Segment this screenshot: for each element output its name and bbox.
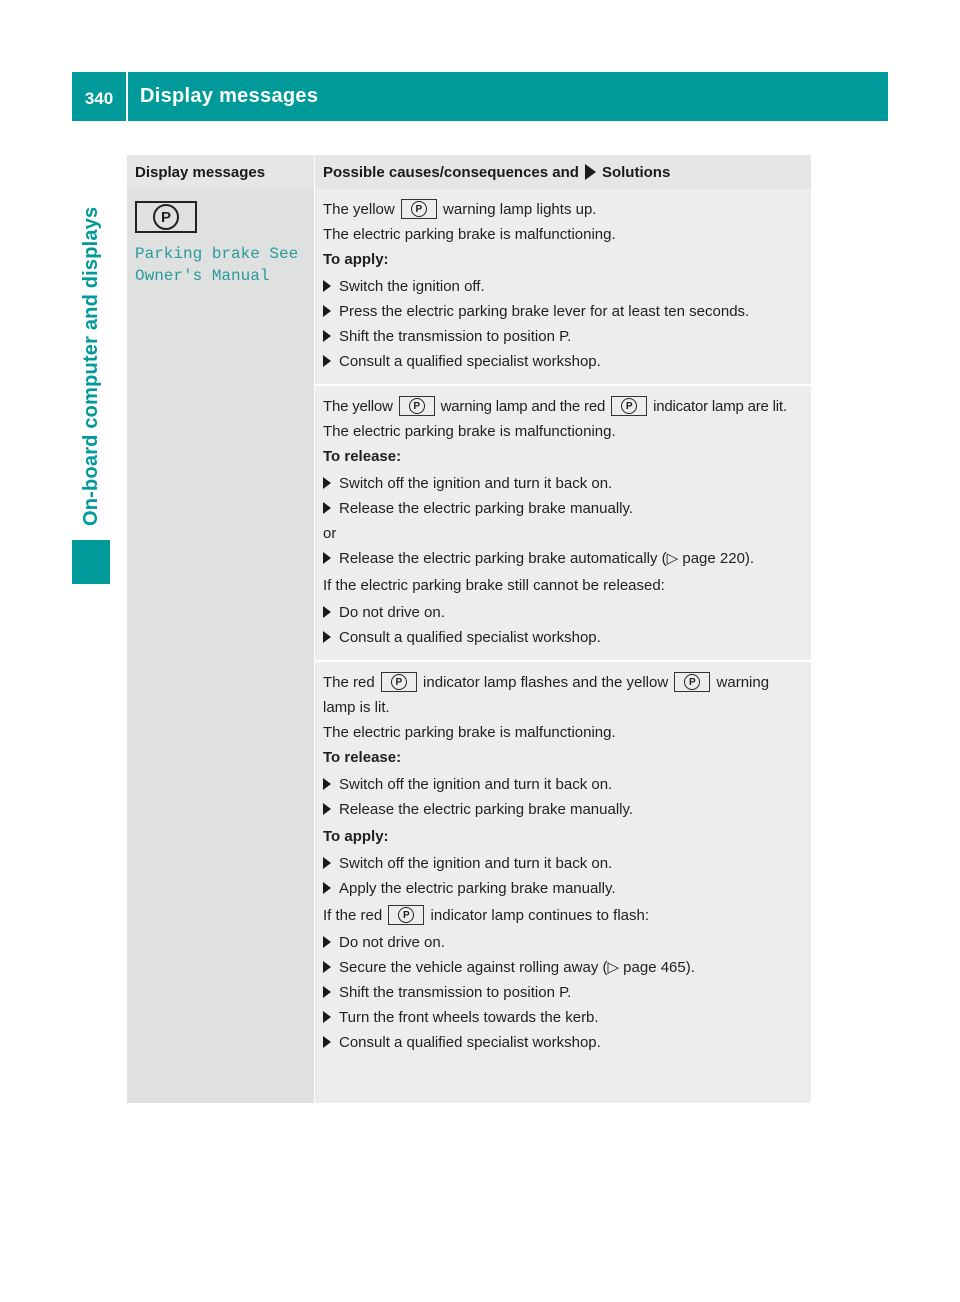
parking-brake-icon — [611, 396, 647, 416]
parking-brake-icon — [401, 199, 437, 219]
col-header-solutions-text: Solutions — [601, 163, 671, 181]
instruction-step — [323, 1030, 803, 1055]
step-arrow-icon — [323, 330, 331, 342]
instruction-step — [323, 546, 803, 571]
parking-brake-warning-icon — [135, 201, 197, 233]
step-arrow-icon — [323, 857, 331, 869]
instruction-step — [323, 876, 803, 901]
action-heading: To release: — [323, 448, 402, 465]
icon-letter: P — [403, 909, 410, 921]
instruction-step — [323, 1005, 803, 1030]
condition-text: If the electric parking brake still cannot be released: — [323, 577, 665, 594]
step-text: Switch off the ignition and turn it back on. — [339, 475, 613, 492]
step-arrow-icon — [323, 1011, 331, 1023]
instruction-step — [323, 299, 803, 324]
instruction-step — [323, 471, 803, 496]
step-arrow-icon — [323, 280, 331, 292]
chapter-marker-block — [72, 540, 110, 584]
display-messages-table — [127, 155, 811, 1103]
table-body-row — [127, 189, 811, 1103]
step-text: Consult a qualified specialist workshop. — [339, 1034, 601, 1051]
intro-text: indicator lamp are lit. — [653, 398, 787, 415]
step-text: Do not drive on. — [339, 604, 445, 621]
col-header-display-messages: Display messages — [135, 163, 266, 181]
step-arrow-icon — [323, 355, 331, 367]
step-arrow-icon — [323, 803, 331, 815]
instruction-step — [323, 496, 803, 521]
step-arrow-icon — [323, 606, 331, 618]
cause-text: The electric parking brake is malfunctioning. — [323, 724, 616, 741]
step-arrow-icon — [323, 778, 331, 790]
intro-text: warning lamp lights up. — [443, 201, 597, 218]
page-header — [72, 72, 888, 121]
step-text: Consult a qualified specialist workshop. — [339, 353, 601, 370]
step-text: Shift the transmission to position P. — [339, 984, 572, 1001]
step-arrow-icon — [323, 631, 331, 643]
cause-text: The electric parking brake is malfunctioning. — [323, 226, 616, 243]
intro-text: warning lamp and the red — [440, 398, 606, 415]
case-yellow-and-red-lamps — [315, 384, 811, 660]
step-arrow-icon — [323, 552, 331, 564]
page-title: Display messages — [140, 85, 319, 107]
instruction-step — [323, 274, 803, 299]
step-text: Release the electric parking brake automatically (▷ page 220). — [339, 550, 755, 567]
icon-letter: P — [415, 203, 423, 215]
step-text: Apply the electric parking brake manually. — [339, 880, 616, 897]
icon-letter: P — [395, 676, 403, 688]
intro-text: The red — [323, 674, 375, 691]
table-header-row — [127, 155, 811, 189]
condition-part: If the red — [323, 907, 383, 924]
case-yellow-warning-lamp — [315, 189, 811, 384]
step-text: Consult a qualified specialist workshop. — [339, 629, 601, 646]
condition-text — [323, 903, 803, 928]
intro-text: The yellow — [323, 398, 393, 415]
action-heading: To release: — [323, 749, 402, 766]
chapter-side-tab — [72, 154, 110, 584]
parking-brake-icon — [399, 396, 435, 416]
intro-text: warning lamp is lit. — [323, 674, 770, 716]
intro-text: indicator lamp flashes and the yellow — [423, 674, 669, 691]
instruction-step — [323, 324, 803, 349]
step-text: Release the electric parking brake manually. — [339, 801, 634, 818]
step-arrow-icon — [323, 477, 331, 489]
instruction-step — [323, 955, 803, 980]
step-text: Secure the vehicle against rolling away (▷ page 465). — [339, 959, 695, 976]
icon-letter: P — [689, 676, 696, 688]
display-message-cell — [127, 189, 314, 1103]
instruction-step — [323, 772, 803, 797]
parking-brake-icon — [388, 905, 424, 925]
condition-part: indicator lamp continues to flash: — [430, 907, 649, 924]
step-text: Shift the transmission to position P. — [339, 328, 572, 345]
instruction-step — [323, 980, 803, 1005]
step-arrow-icon — [323, 961, 331, 973]
case-intro — [323, 394, 803, 419]
cause-text: The electric parking brake is malfunctioning. — [323, 423, 616, 440]
parking-brake-icon — [381, 672, 417, 692]
step-arrow-icon — [323, 936, 331, 948]
instruction-step — [323, 349, 803, 374]
instruction-step — [323, 851, 803, 876]
case-intro — [323, 670, 803, 720]
page-number: 340 — [84, 88, 114, 108]
step-arrow-icon — [323, 1036, 331, 1048]
solutions-arrow-icon — [585, 164, 596, 180]
intro-text: The yellow — [323, 201, 395, 218]
step-text: Switch off the ignition and turn it back on. — [339, 855, 613, 872]
step-arrow-icon — [323, 986, 331, 998]
step-text: Turn the front wheels towards the kerb. — [339, 1009, 599, 1026]
col-header-causes-solutions — [314, 155, 811, 189]
instruction-step — [323, 797, 803, 822]
case-intro — [323, 197, 803, 222]
parking-brake-icon — [674, 672, 710, 692]
icon-letter: P — [625, 400, 633, 412]
causes-solutions-cell — [314, 189, 811, 1103]
action-heading: To apply: — [323, 251, 389, 268]
chapter-label: On-board computer and displays — [79, 206, 102, 526]
step-text: Switch off the ignition and turn it back on. — [339, 776, 613, 793]
step-arrow-icon — [323, 305, 331, 317]
icon-letter: P — [160, 208, 171, 226]
step-text: Release the electric parking brake manually. — [339, 500, 634, 517]
step-arrow-icon — [323, 882, 331, 894]
step-text: Switch the ignition off. — [339, 278, 485, 295]
icon-letter: P — [413, 400, 420, 412]
step-arrow-icon — [323, 502, 331, 514]
action-heading: To apply: — [323, 828, 389, 845]
display-message-text: Parking brake See Owner's Manual — [135, 245, 299, 285]
step-text: Press the electric parking brake lever for at least ten seconds. — [339, 303, 750, 320]
or-text: or — [323, 525, 337, 542]
case-red-flashing-yellow-lit — [315, 660, 811, 1065]
instruction-step — [323, 600, 803, 625]
instruction-step — [323, 625, 803, 650]
instruction-step — [323, 930, 803, 955]
col-header-causes-text: Possible causes/consequences and — [323, 163, 579, 181]
step-text: Do not drive on. — [339, 934, 445, 951]
